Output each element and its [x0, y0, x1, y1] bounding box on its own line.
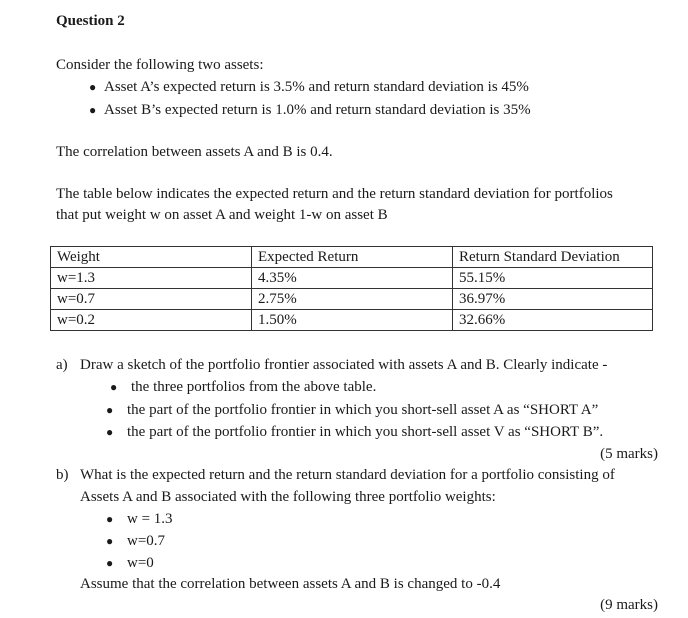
cell-weight: w=0.7 — [51, 289, 252, 310]
bullet-icon: ● — [89, 103, 97, 117]
table-row — [51, 268, 653, 289]
cell-expected-return: 4.35% — [252, 268, 453, 289]
table-header-row — [51, 247, 653, 268]
table-intro-line1: The table below indicates the expected return and the return standard deviation for portfolios — [56, 186, 613, 202]
part-a-label: a) — [56, 357, 68, 373]
header-weight: Weight — [51, 247, 252, 268]
part-b-label: b) — [56, 467, 69, 483]
cell-weight: w=1.3 — [51, 268, 252, 289]
header-std-dev: Return Standard Deviation — [453, 247, 653, 268]
part-b-item: w = 1.3 — [127, 511, 173, 527]
bullet-icon: ● — [106, 403, 114, 417]
table-row — [51, 289, 653, 310]
part-a-item: the part of the portfolio frontier in which you short-sell asset A as “SHORT A” — [127, 402, 599, 418]
part-a-text: Draw a sketch of the portfolio frontier associated with assets A and B. Clearly indicate - — [80, 357, 608, 373]
cell-expected-return: 2.75% — [252, 289, 453, 310]
bullet-icon: ● — [106, 556, 114, 570]
part-a-item: the three portfolios from the above table. — [131, 379, 377, 395]
asset-b-item: Asset B’s expected return is 1.0% and return standard deviation is 35% — [104, 102, 531, 118]
header-expected-return: Expected Return — [252, 247, 453, 268]
cell-std-dev: 32.66% — [453, 310, 653, 331]
asset-a-item: Asset A’s expected return is 3.5% and return standard deviation is 45% — [104, 79, 529, 95]
cell-weight: w=0.2 — [51, 310, 252, 331]
portfolio-table — [50, 246, 653, 331]
bullet-icon: ● — [89, 80, 97, 94]
part-b-text-line2: Assets A and B associated with the following three portfolio weights: — [80, 489, 496, 505]
part-a-marks: (5 marks) — [600, 446, 658, 462]
correlation-text: The correlation between assets A and B is 0.4. — [56, 144, 333, 160]
table-intro-line2: that put weight w on asset A and weight 1-w on asset B — [56, 207, 388, 223]
part-b-marks: (9 marks) — [600, 597, 658, 613]
part-b-assume: Assume that the correlation between assets A and B is changed to -0.4 — [80, 576, 501, 592]
cell-std-dev: 55.15% — [453, 268, 653, 289]
part-b-item: w=0 — [127, 555, 154, 571]
bullet-icon: ● — [110, 380, 118, 394]
bullet-icon: ● — [106, 534, 114, 548]
part-a-item: the part of the portfolio frontier in which you short-sell asset V as “SHORT B”. — [127, 424, 604, 440]
cell-std-dev: 36.97% — [453, 289, 653, 310]
cell-expected-return: 1.50% — [252, 310, 453, 331]
part-b-text-line1: What is the expected return and the return standard deviation for a portfolio consisting of — [80, 467, 615, 483]
bullet-icon: ● — [106, 425, 114, 439]
part-b-item: w=0.7 — [127, 533, 166, 549]
bullet-icon: ● — [106, 512, 114, 526]
intro-text: Consider the following two assets: — [56, 57, 264, 73]
question-title: Question 2 — [56, 13, 125, 29]
table-row — [51, 310, 653, 331]
